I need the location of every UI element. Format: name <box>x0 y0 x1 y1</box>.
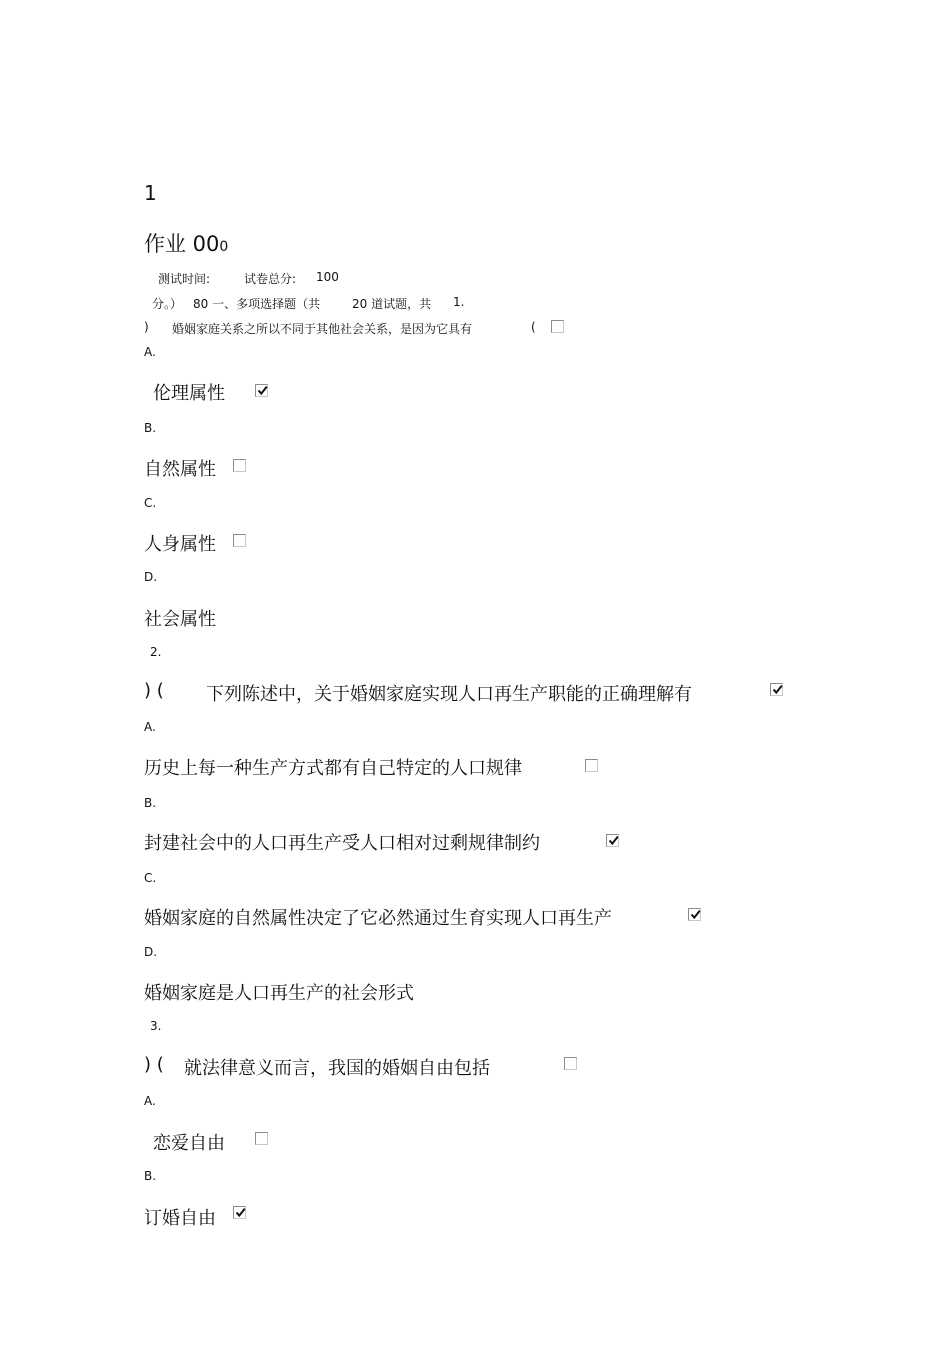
meta-line2-c: 20 道试题，共 <box>352 297 432 311</box>
q2-option-a-checkbox[interactable] <box>585 759 598 772</box>
q1-option-c-letter: C. <box>144 496 157 510</box>
checkmark-icon <box>608 835 619 846</box>
q2-option-c-letter: C. <box>144 871 157 885</box>
q2-option-a-letter: A. <box>144 720 156 734</box>
q2-option-a-text: 历史上每一种生产方式都有自己特定的人口规律 <box>144 758 522 779</box>
q3-option-a-checkbox[interactable] <box>255 1132 268 1145</box>
q3-checkbox[interactable] <box>564 1057 577 1070</box>
q3-option-b-checkbox[interactable] <box>233 1206 246 1219</box>
q1-option-c-checkbox[interactable] <box>233 534 246 547</box>
q3-option-a-text: 恋爱自由 <box>153 1133 225 1154</box>
q1-option-b-text: 自然属性 <box>144 459 216 480</box>
checkmark-icon <box>257 385 268 396</box>
q1-option-d-text: 社会属性 <box>144 609 216 630</box>
q3-option-b-text: 订婚自由 <box>144 1208 216 1229</box>
checkmark-icon <box>772 684 783 695</box>
q2-checkbox[interactable] <box>770 683 783 696</box>
assignment-title <box>144 228 228 258</box>
total-score-label: 试卷总分: <box>244 272 297 286</box>
q1-option-a-checkbox[interactable] <box>255 384 268 397</box>
test-time-label: 测试时间: <box>158 272 211 286</box>
q1-checkbox[interactable] <box>551 320 564 333</box>
q1-option-b-checkbox[interactable] <box>233 459 246 472</box>
q1-option-d-letter: D. <box>144 570 158 584</box>
q2-option-d-letter: D. <box>144 945 158 959</box>
checkmark-icon <box>690 909 701 920</box>
q2-stem: 下列陈述中，关于婚姻家庭实现人口再生产职能的正确理解有 <box>206 684 692 705</box>
q1-option-c-text: 人身属性 <box>144 534 216 555</box>
q2-option-c-checkbox[interactable] <box>688 908 701 921</box>
q1-open-paren: ( <box>531 320 536 334</box>
q3-stem: 就法律意义而言，我国的婚姻自由包括 <box>184 1058 490 1079</box>
q2-option-b-text: 封建社会中的人口再生产受人口相对过剩规律制约 <box>144 833 540 854</box>
q2-option-d-text: 婚姻家庭是人口再生产的社会形式 <box>144 983 414 1004</box>
q3-number: 3. <box>150 1019 162 1033</box>
q2-option-b-checkbox[interactable] <box>606 834 619 847</box>
q2-option-b-letter: B. <box>144 796 157 810</box>
title-text: 作业 00 <box>144 232 220 256</box>
q1-paren: ) <box>144 320 149 334</box>
q2-prefix: ) ( <box>144 680 164 701</box>
meta-line2-a: 分。） <box>152 297 183 311</box>
meta-line2-d: 1. <box>453 295 465 309</box>
q3-option-a-letter: A. <box>144 1094 156 1108</box>
q1-option-b-letter: B. <box>144 421 157 435</box>
checkmark-icon <box>235 1207 246 1218</box>
q1-option-a-text: 伦理属性 <box>153 383 225 404</box>
q3-option-b-letter: B. <box>144 1169 157 1183</box>
title-suffix: 0 <box>219 239 229 255</box>
meta-line2-b: 80 一、多项选择题（共 <box>193 297 321 311</box>
page-number: 1 <box>144 181 157 205</box>
q2-option-c-text: 婚姻家庭的自然属性决定了它必然通过生育实现人口再生产 <box>144 908 612 929</box>
q2-number: 2. <box>150 645 162 659</box>
q1-option-a-letter: A. <box>144 345 156 359</box>
total-score-value: 100 <box>316 270 339 284</box>
q3-prefix: ) ( <box>144 1054 164 1075</box>
q1-stem: 婚姻家庭关系之所以不同于其他社会关系，是因为它具有 <box>172 322 473 336</box>
